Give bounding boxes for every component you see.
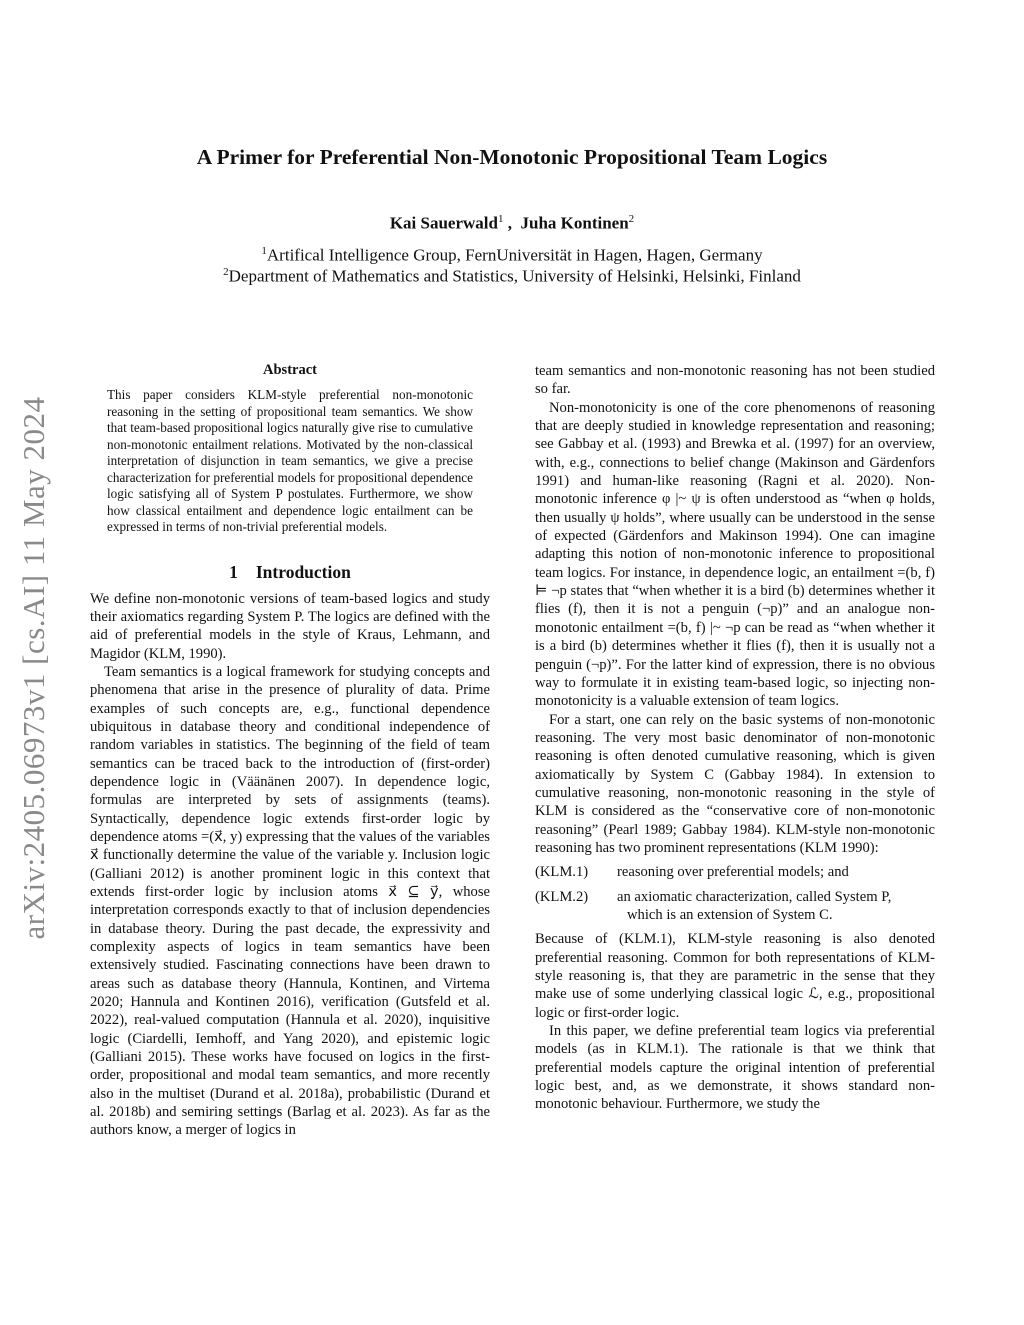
affiliation-1: $^1$Artifical Intelligence Group, FernUniversität in Hagen, Hagen, Germany — [261, 245, 763, 265]
paragraph: For a start, one can rely on the basic systems of non-monotonic reasoning. The very most basic denominator of non-monotonic reasoning is often denoted cumulative reasoning, which is given axiomatically by System C (Gabbay 1984). In extension to cumulative reasoning, non-monotonic reasoning in the style of KLM is considered as the “conservative core of non-monotonic reasoning” (Pearl 1989; Gabbay 1984). KLM-style non-monotonic reasoning has two prominent representations (KLM 1990): — [535, 711, 935, 856]
abstract-heading: Abstract — [263, 362, 317, 378]
klm-list-text: an axiomatic characterization, called System P, — [617, 888, 892, 905]
paragraph: team semantics and non-monotonic reasoning has not been studied so far. — [535, 363, 935, 398]
paragraph: In this paper, we define preferential team logics via preferential models (as in KLM.1). The rationale is that we think that preferential models capture the original intention of preferential logic best, and, as we demonstrate, it shows standard non-monotonic behaviour. Furthermore, we study the — [535, 1023, 935, 1113]
klm-list-label: (KLM.2) — [535, 888, 589, 905]
paper-title: A Primer for Preferential Non-Monotonic Propositional Team Logics — [196, 145, 828, 169]
author-name: Juha Kontinen — [520, 213, 629, 233]
section-heading — [90, 562, 490, 583]
author-affiliation-marker: 2 — [628, 213, 635, 225]
right-column — [535, 362, 935, 1114]
paragraph: Because of (KLM.1), KLM-style reasoning is also denoted preferential reasoning. Common for both representations of KLM-style reasoning is, that they are parametric in the sense that they make use of some underlying classical logic ℒ, e.g., propositional logic or first-order logic. — [535, 931, 935, 1021]
section-number: 1 — [229, 561, 238, 582]
section-title: Introduction — [255, 561, 351, 582]
affiliation-2: $^2$Department of Mathematics and Statistics, University of Helsinki, Helsinki, Finland — [223, 266, 801, 286]
paragraph: We define non-monotonic versions of team-based logics and study their axiomatics regarding System P. The logics are defined with the aid of preferential models in the style of Kraus, Lehmann, and Magidor (KLM, 1990). — [90, 590, 490, 662]
abstract-text: This paper considers KLM-style preferential non-monotonic reasoning in the setting of propositional team semantics. We show that team-based propositional logics naturally give rise to cumulative non-monotonic entailment relations. Motivated by the non-classical interpretation of disjunction in team semantics, we give a precise characterization for preferential models for propositional dependence logic satisfying all of System P postulates. Furthermore, we show how classical entailment and dependence logic entailment can be expressed in terms of non-trivial preferential models. — [107, 387, 473, 534]
left-column — [90, 362, 490, 1140]
klm-list-label: (KLM.1) — [535, 864, 589, 881]
klm-list-item — [535, 863, 935, 881]
klm-list-text: reasoning over preferential models; and — [617, 864, 849, 881]
paragraph: Non-monotonicity is one of the core phenomenons of reasoning that are deeply studied in knowledge representation and reasoning; see Gabbay et al. (1993) and Brewka et al. (1997) for an overview, with, e.g., connections to belief change (Makinson and Gärdenfors 1991) and human-like reasoning (Ragni et al. 2020). Non-monotonic inference φ |~ ψ is often understood as “when φ holds, then usually ψ holds”, where usually can be understood in the sense of expected (Gärdenfors and Makinson 1994). One can imagine adapting this notion of non-monotonic inference to propositional team logics. For instance, in dependence logic, an entailment =(b, f) ⊨ ¬p states that “when whether it is a bird (b) determines whether it flies (f), then it is not a penguin (¬p)” and an analogue non-monotonic entailment =(b, f) |~ ¬p can be read as “when whether it is a bird (b) determines whether it flies (f), then it is usually not a penguin (¬p)”. For the latter kind of expression, there is no obvious way to formulate it in existing team-based logic, so injecting non-monotonicity is a valuable extension of team logics. — [535, 399, 935, 710]
paragraph: Team semantics is a logical framework for studying concepts and phenomena that arise in the presence of plurality of data. Prime examples of such concepts are, e.g., functional dependence ubiquitous in database theory and conditional independence of random variables in statistics. The beginning of the field of team semantics can be traced back to the introduction of (first-order) dependence logic in (Väänänen 2007). In dependence logic, formulas are interpreted by sets of assignments (teams). Syntactically, dependence logic extends first-order logic by dependence atoms =(x⃗, y) expressing that the values of the variables x⃗ functionally determine the value of the variable y. Inclusion logic (Galliani 2012) is another prominent logic in this context that extends first-order logic by inclusion atoms x⃗ ⊆ y⃗, whose interpretation corresponds exactly to that of inclusion dependencies in database theory. During the past decade, the expressivity and complexity aspects of logics in team semantics have been extensively studied. Fascinating connections have been drawn to areas such as database theory (Hannula, Kontinen, and Virtema 2020; Hannula and Kontinen 2016), verification (Gutsfeld et al. 2022), real-valued computation (Hannula et al. 2020), inquisitive logic (Ciardelli, Iemhoff, and Yang 2020), and epistemic logic (Galliani 2015). These works have focused on logics in the first-order, propositional and modal team semantics, and more recently also in the multiset (Durand et al. 2018a), probabilistic (Durand et al. 2018b) and semiring settings (Barlag et al. 2023). As far as the authors know, a merger of logics in — [90, 663, 490, 1139]
author-line: Kai Sauerwald$^1$ , Juha Kontinen$^2$ — [389, 213, 635, 233]
arxiv-identifier-stamp: arXiv:2405.06973v1 [cs.AI] 11 May 2024 — [16, 396, 51, 940]
author-name: Kai Sauerwald — [389, 213, 498, 233]
klm-list-item — [535, 888, 935, 925]
klm-list-text-continued: which is an extension of System C. — [627, 906, 833, 923]
author-affiliation-marker: 1 — [497, 213, 504, 225]
